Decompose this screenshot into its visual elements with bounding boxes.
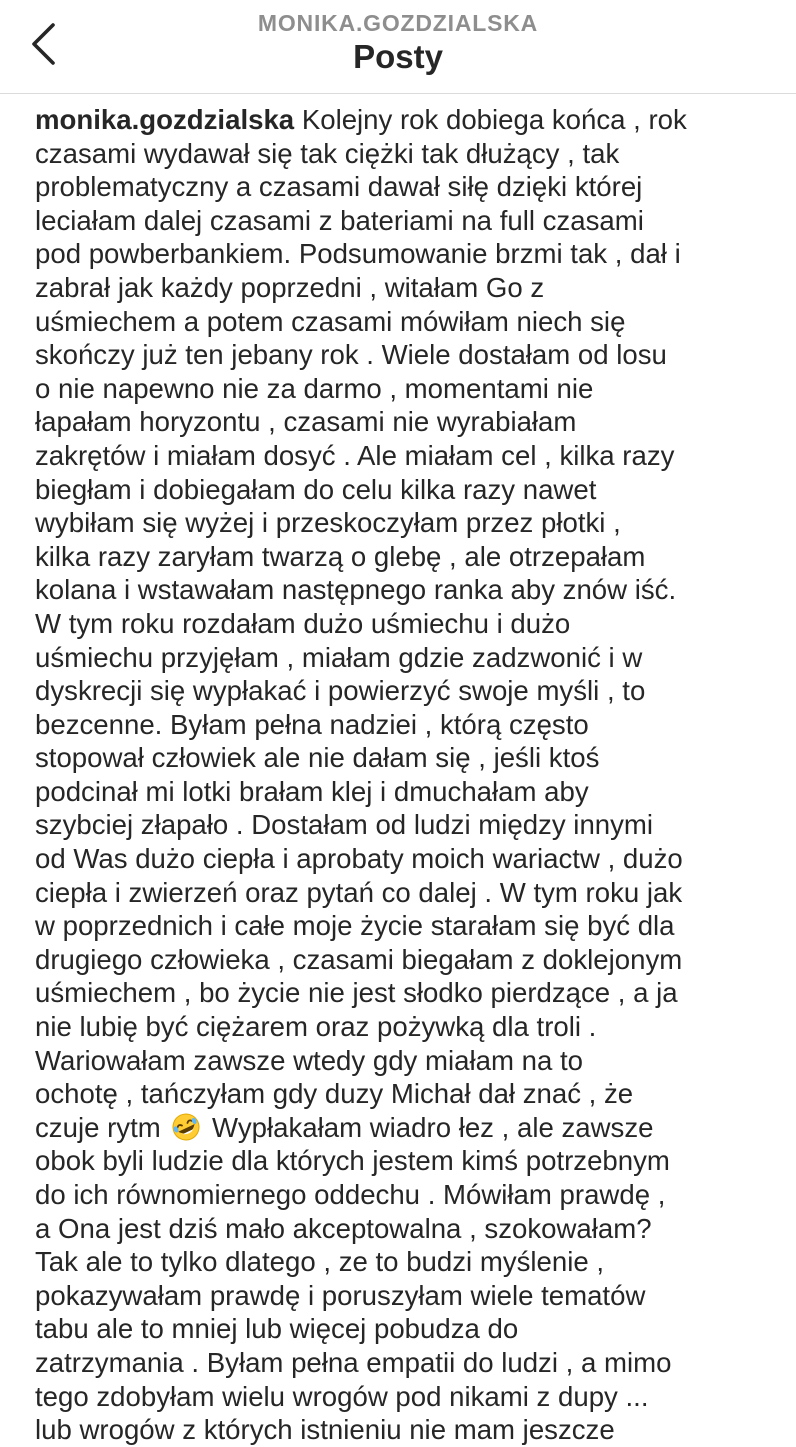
caption-line: od Was dużo ciepła i aprobaty moich wariactw , dużo (35, 843, 683, 875)
caption-line: zabrał jak każdy poprzedni , witałam Go z (35, 271, 545, 303)
caption-line: dyskrecji się wypłakać i powierzyć swoje myśli , to (35, 675, 646, 707)
caption-line: a Ona jest dziś mało akceptowalna , szokowałam? (35, 1212, 652, 1244)
caption-line: czasami wydawał się tak ciężki tak dłużący , tak (35, 137, 620, 169)
caption-line: szybciej złapało . Dostałam od ludzi między innymi (35, 809, 654, 841)
top-bar (0, 0, 796, 94)
profile-username-label: MONIKA.GOZDZIALSKA (257, 10, 539, 36)
caption-line: biegłam i dobiegałam do celu kilka razy nawet (35, 473, 597, 505)
caption-line: ochotę , tańczyłam gdy duzy Michał dał znać , że (35, 1078, 634, 1110)
caption-line: o nie napewno nie za darmo , momentami nie (35, 372, 594, 404)
caption-line: Tak ale to tylko dlatego , ze to budzi myślenie , (35, 1246, 605, 1278)
caption-line: drugiego człowieka , czasami biegałam z doklejonym (35, 943, 683, 975)
caption-line: kilka razy zaryłam twarzą o glebę , ale otrzepałam (35, 540, 646, 572)
caption-line: monika.gozdzialska Kolejny rok dobiega końca , rok (35, 104, 687, 135)
caption-line: wybiłam się wyżej i przeskoczyłam przez płotki , (35, 507, 621, 539)
caption-line: W tym roku rozdałam dużo uśmiechu i dużo (35, 607, 571, 639)
caption-line: leciałam dalej czasami z bateriami na full czasami (35, 204, 644, 236)
caption-line: stopował człowiek ale nie dałam się , jeśli ktoś (35, 742, 600, 774)
caption-line-with-emoji: czuje rytm Wypłakałam wiadro łez , ale zawsze (35, 1111, 765, 1145)
caption-line: skończy już ten jebany rok . Wiele dostałam od losu (35, 339, 667, 371)
caption-line: w poprzednich i całe moje życie starałam się być dla (35, 910, 675, 942)
page-title: Posty (353, 38, 443, 75)
caption-line: ciepła i zwierzeń oraz pytań co dalej . W tym roku jak (35, 876, 683, 908)
caption-line: pod powberbankiem. Podsumowanie brzmi tak , dał i (35, 238, 681, 270)
caption-line: bezcenne. Byłam pełna nadziei , którą często (35, 708, 589, 740)
caption-line: uśmiechu przyjęłam , miałam gdzie zadzwonić i w (35, 641, 643, 673)
caption-line: zatrzymania . Byłam pełna empatii do ludzi , a mimo (35, 1346, 672, 1378)
caption-line: uśmiechem a potem czasami mówiłam niech się (35, 305, 626, 337)
caption-line: podcinał mi lotki brałam klej i dmuchałam aby (35, 775, 589, 807)
caption-line: do ich równomiernego oddechu . Mówiłam prawdę , (35, 1179, 666, 1210)
caption-line: obok byli ludzie dla których jestem kimś potrzebnym (35, 1145, 670, 1177)
caption-line: kolana i wstawałam następnego ranka aby znów iść. (35, 574, 677, 606)
post-caption (35, 103, 765, 1446)
author-username-link[interactable]: monika.gozdzialska (35, 104, 295, 135)
caption-line-partial: lub wrogów z których istnieniu nie mam jeszcze (35, 1414, 615, 1446)
caption-line: tego zdobyłam wielu wrogów pod nikami z dupy ... (35, 1380, 649, 1412)
caption-line: nie lubię być ciężarem oraz pożywką dla troli . (35, 1011, 597, 1043)
caption-line: zakrętów i miałam dosyć . Ale miałam cel , kilka razy (35, 439, 675, 471)
caption-line: uśmiechem , bo życie nie jest słodko pierdzące , a ja (35, 977, 678, 1009)
caption-line: Wariowałam zawsze wtedy gdy miałam na to (35, 1044, 583, 1076)
rolling-on-floor-laughing-emoji-icon (168, 1112, 204, 1142)
caption-line: tabu ale to mniej lub więcej pobudza do (35, 1313, 519, 1345)
caption-line: pokazywałam prawdę i poruszyłam wiele tematów (35, 1279, 646, 1311)
caption-line: łapałam horyzontu , czasami nie wyrabiałam (35, 406, 577, 438)
caption-line: problematyczny a czasami dawał siłę dzięki której (35, 171, 643, 203)
